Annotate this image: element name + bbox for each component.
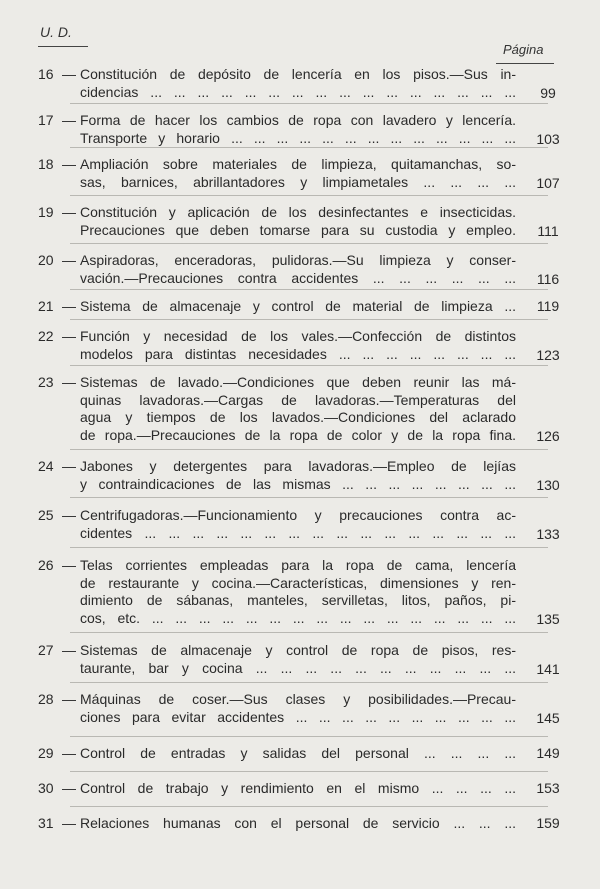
- entry-title-line: Centrifugadoras.—Funcionamiento y precauciones contra ac-: [80, 507, 516, 523]
- entry-page-number: 126: [536, 427, 560, 444]
- entry-page-number: 145: [536, 709, 560, 726]
- entry-number: 29: [38, 745, 54, 761]
- entry-page-number: 111: [537, 222, 559, 239]
- entry-page-number: 159: [536, 815, 560, 831]
- entry-page-number: 130: [536, 476, 560, 493]
- entry-number: 18: [38, 156, 54, 172]
- entry-title-line: cidencias ... ... ... ... ... ... ... ... ... ... ... ... ... ... ... ...: [80, 83, 516, 100]
- entry-number: 19: [38, 204, 54, 220]
- entry-title: [80, 374, 516, 444]
- entry-page-number: 153: [536, 780, 560, 796]
- entry-page-number: 123: [536, 346, 560, 363]
- entry-page-number: 135: [536, 610, 560, 627]
- entry-divider: [70, 736, 548, 737]
- entry-number: 31: [38, 815, 54, 831]
- entry-title-line: Telas corrientes empleadas para la ropa de cama, lencería: [80, 557, 516, 573]
- entry-dash: —: [62, 374, 76, 390]
- entry-title: [80, 328, 516, 363]
- entry-title-line: de restaurante y cocina.—Características, dimensiones y ren-: [80, 574, 516, 591]
- entry-dash: —: [62, 691, 76, 707]
- entry-divider: [70, 497, 548, 498]
- entry-title-line: dimiento de sábanas, manteles, servilletas, litos, paños, pi-: [80, 592, 516, 608]
- entry-title: [80, 458, 516, 493]
- entry-title-line: sas, barnices, abrillantadores y limpiametales ... ... ... ...: [80, 173, 516, 190]
- entry-divider: [70, 632, 548, 633]
- entry-title: [80, 780, 516, 798]
- entry-title-line: Control de entradas y salidas del personal ... ... ... ...: [80, 745, 516, 761]
- entry-number: 23: [38, 374, 54, 390]
- entry-divider: [70, 365, 548, 366]
- entry-number: 22: [38, 328, 54, 344]
- entry-dash: —: [62, 507, 76, 523]
- entry-title-line: Máquinas de coser.—Sus clases y posibilidades.—Precau-: [80, 691, 516, 707]
- entry-title-line: Sistemas de lavado.—Condiciones que deben reunir las má-: [80, 374, 516, 390]
- entry-title-line: Precauciones que deben tomarse para su custodia y empleo.: [80, 221, 516, 238]
- entry-title-line: cos, etc. ... ... ... ... ... ... ... ... ... ... ... ... ... ... ... ...: [80, 609, 516, 626]
- entry-title-line: Constitución de depósito de lencería en los pisos.—Sus in-: [80, 66, 516, 82]
- entry-divider: [70, 682, 548, 683]
- entry-title-line: Jabones y detergentes para lavadoras.—Empleo de lejías: [80, 458, 516, 474]
- entry-divider: [70, 319, 548, 320]
- entry-dash: —: [62, 112, 76, 128]
- entry-title: [80, 557, 516, 627]
- entry-title: [80, 815, 516, 833]
- entry-dash: —: [62, 815, 76, 831]
- entry-divider: [70, 289, 548, 290]
- entry-number: 28: [38, 691, 54, 707]
- entry-title: [80, 66, 516, 101]
- entry-title-line: Ampliación sobre materiales de limpieza, quitamanchas, so-: [80, 156, 516, 172]
- entry-divider: [70, 771, 548, 772]
- entry-dash: —: [62, 204, 76, 220]
- entry-dash: —: [62, 156, 76, 172]
- entry-dash: —: [62, 328, 76, 344]
- entry-title-line: Control de trabajo y rendimiento en el mismo ... ... ... ...: [80, 780, 516, 796]
- entry-divider: [70, 547, 548, 548]
- entry-title-line: Constitución y aplicación de los desinfectantes e insecticidas.: [80, 204, 516, 220]
- header-ud-rule: [38, 46, 88, 47]
- entry-title-line: quinas lavadoras.—Cargas de lavadoras.—Temperaturas del: [80, 391, 516, 408]
- entry-number: 24: [38, 458, 54, 474]
- header-pagina-rule: [496, 63, 554, 64]
- entry-title-line: Sistema de almacenaje y control de material de limpieza ...: [80, 298, 516, 314]
- entry-title-line: Sistemas de almacenaje y control de ropa de pisos, res-: [80, 642, 516, 658]
- entry-number: 25: [38, 507, 54, 523]
- entry-title-line: cidentes ... ... ... ... ... ... ... ... ... ... ... ... ... ... ... ...: [80, 524, 516, 541]
- entry-dash: —: [62, 557, 76, 573]
- entry-title: [80, 204, 516, 239]
- entry-page-number: 103: [536, 130, 560, 147]
- entry-divider: [70, 103, 548, 104]
- entry-title-line: Relaciones humanas con el personal de servicio ... ... ...: [80, 815, 516, 831]
- entry-number: 26: [38, 557, 54, 573]
- entry-number: 21: [38, 298, 54, 314]
- header-pagina: Página: [503, 42, 544, 57]
- entry-title-line: Transporte y horario ... ... ... ... ... ... ... ... ... ... ... ... ...: [80, 129, 516, 146]
- entry-title: [80, 252, 516, 287]
- entry-title: [80, 112, 516, 147]
- entry-dash: —: [62, 458, 76, 474]
- entry-title: [80, 642, 516, 677]
- entry-dash: —: [62, 66, 76, 82]
- entry-title-line: modelos para distintas necesidades ... ... ... ... ... ... ... ...: [80, 345, 516, 362]
- entry-title: [80, 507, 516, 542]
- entry-title-line: taurante, bar y cocina ... ... ... ... ... ... ... ... ... ... ...: [80, 659, 516, 676]
- entry-title-line: ciones para evitar accidentes ... ... ... ... ... ... ... ... ... ...: [80, 708, 516, 725]
- entry-divider: [70, 147, 548, 148]
- entry-number: 30: [38, 780, 54, 796]
- entry-title: [80, 298, 516, 316]
- entry-title: [80, 691, 516, 726]
- entry-dash: —: [62, 780, 76, 796]
- entry-title-line: de ropa.—Precauciones de la ropa de color y de la ropa fina.: [80, 426, 516, 443]
- entry-dash: —: [62, 252, 76, 268]
- entry-dash: —: [62, 298, 76, 314]
- entry-dash: —: [62, 642, 76, 658]
- entry-title-line: Aspiradoras, enceradoras, pulidoras.—Su limpieza y conser-: [80, 252, 516, 268]
- entry-page-number: 107: [536, 174, 560, 191]
- entry-divider: [70, 449, 548, 450]
- entry-divider: [70, 243, 548, 244]
- entry-number: 16: [38, 66, 54, 82]
- entry-number: 27: [38, 642, 54, 658]
- entry-page-number: 99: [540, 84, 556, 101]
- entry-number: 20: [38, 252, 54, 268]
- entry-page-number: 149: [536, 745, 560, 761]
- entry-title-line: y contraindicaciones de las mismas ... ... ... ... ... ... ... ...: [80, 475, 516, 492]
- entry-title-line: agua y tiempos de los lavados.—Condiciones del aclarado: [80, 409, 516, 425]
- entry-divider: [70, 806, 548, 807]
- entry-title: [80, 156, 516, 191]
- entry-title-line: Función y necesidad de los vales.—Confección de distintos: [80, 328, 516, 344]
- header-ud: U. D.: [40, 24, 72, 40]
- entry-dash: —: [62, 745, 76, 761]
- entry-divider: [70, 195, 548, 196]
- entry-page-number: 119: [536, 298, 560, 314]
- entry-page-number: 116: [536, 270, 560, 287]
- entry-title: [80, 745, 516, 763]
- entry-page-number: 141: [536, 660, 560, 677]
- entry-title-line: Forma de hacer los cambios de ropa con lavadero y lencería.: [80, 112, 516, 128]
- entry-number: 17: [38, 112, 54, 128]
- entry-page-number: 133: [536, 525, 560, 542]
- entry-title-line: vación.—Precauciones contra accidentes ... ... ... ... ... ...: [80, 269, 516, 286]
